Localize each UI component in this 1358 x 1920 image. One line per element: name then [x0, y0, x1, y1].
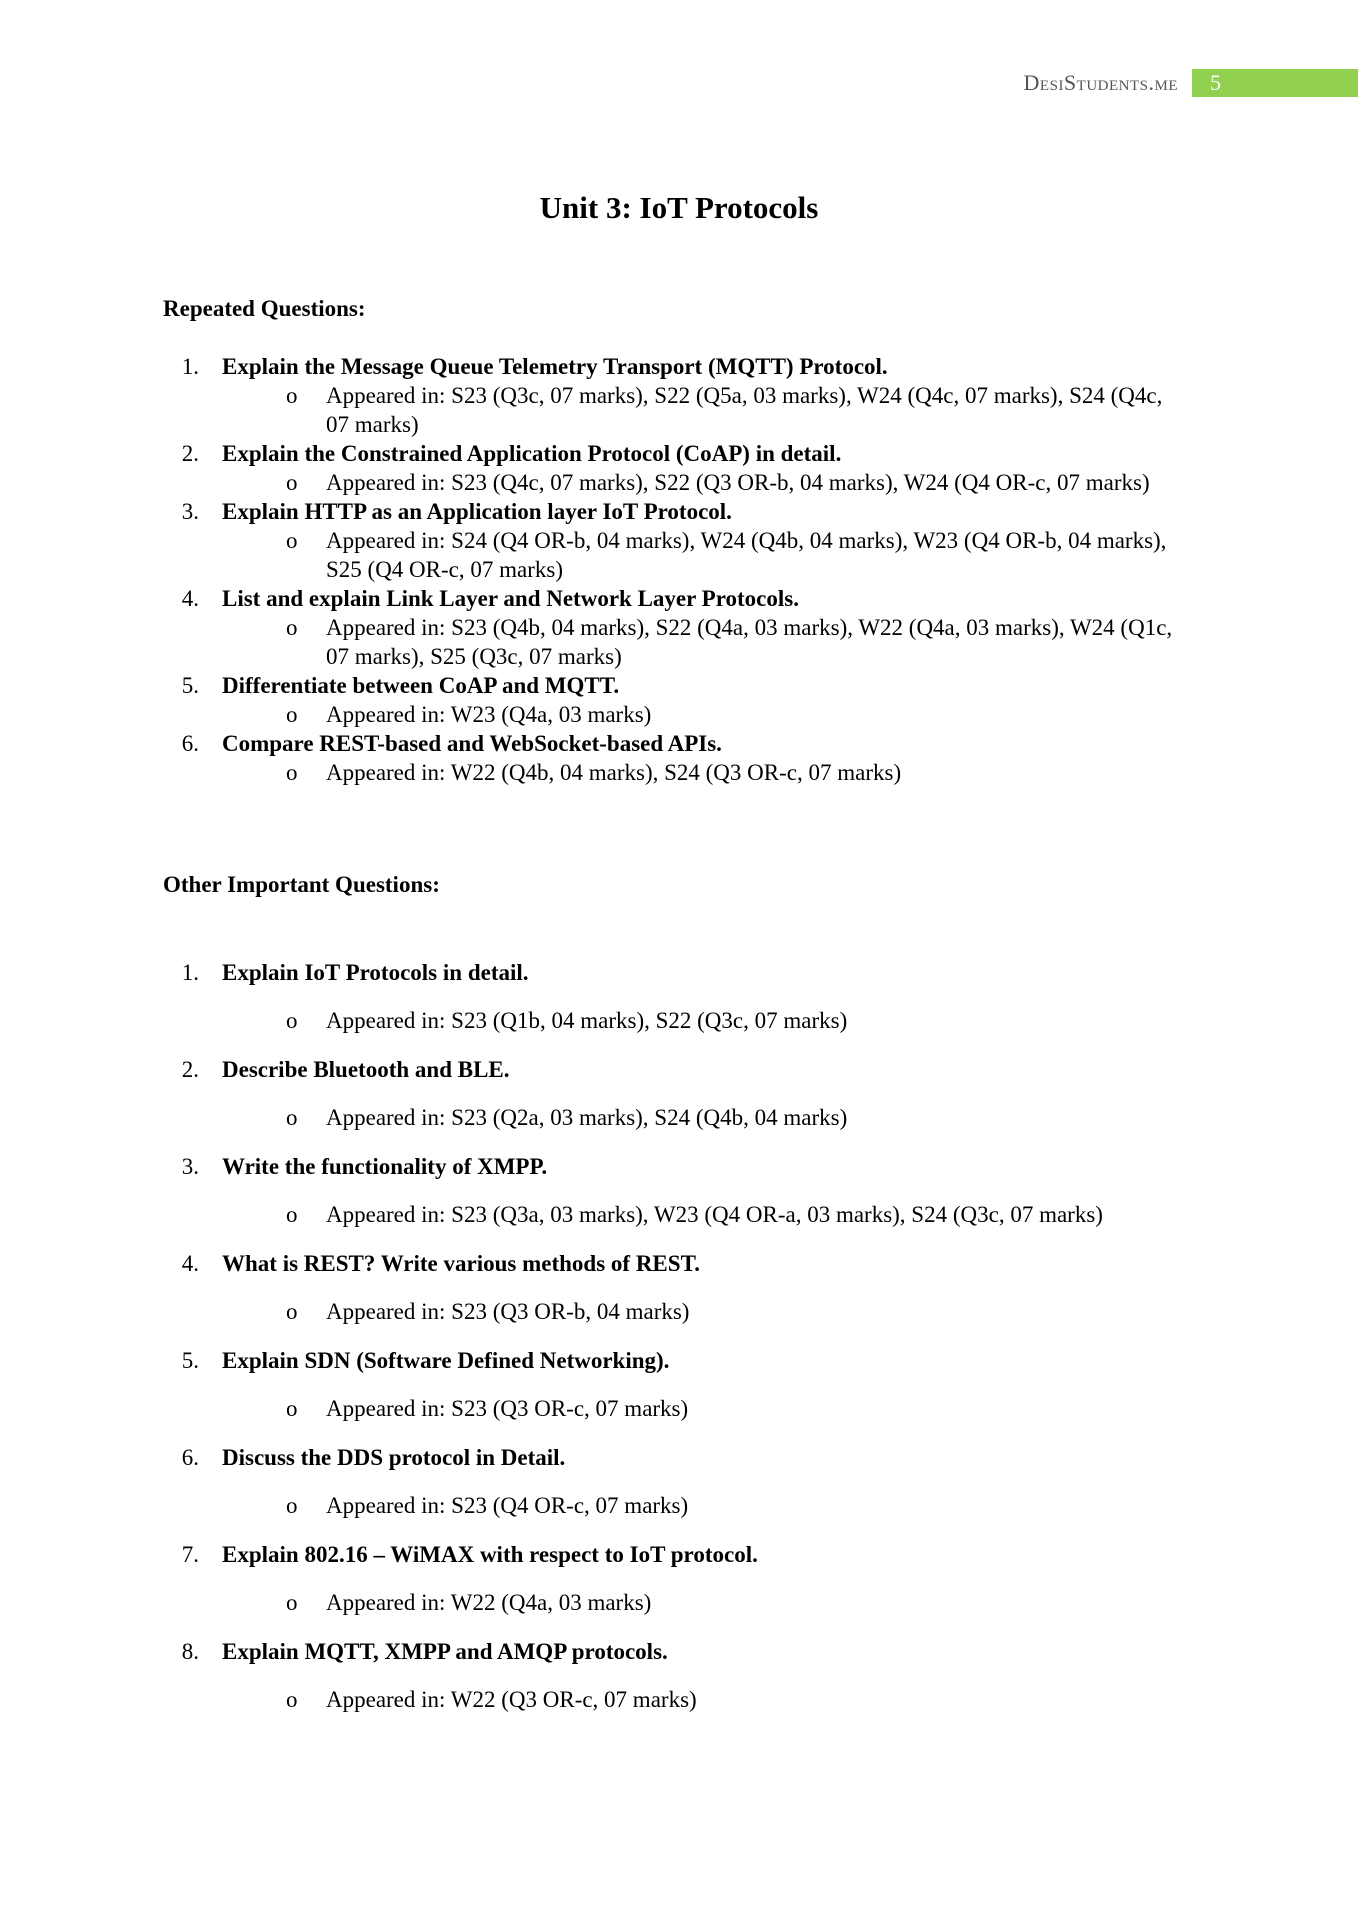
question-item — [0, 671, 1358, 729]
bullet-icon: o — [286, 702, 298, 727]
appeared-in-row — [0, 468, 1358, 497]
question-text: Explain MQTT, XMPP and AMQP protocols. — [222, 1639, 668, 1664]
question-text: Differentiate between CoAP and MQTT. — [222, 673, 620, 698]
question-row — [0, 729, 1358, 758]
question-text: Explain HTTP as an Application layer IoT Protocol. — [222, 499, 732, 524]
question-item — [0, 1055, 1358, 1132]
bullet-icon: o — [286, 1590, 298, 1615]
question-number: 5. — [181, 673, 199, 698]
page-number: 5 — [1192, 69, 1358, 97]
question-number: 8. — [181, 1639, 199, 1664]
question-number: 3. — [181, 499, 199, 524]
question-text: Discuss the DDS protocol in Detail. — [222, 1445, 566, 1470]
repeated-questions-list — [0, 352, 1358, 787]
question-row — [0, 439, 1358, 468]
question-item — [0, 1540, 1358, 1617]
appeared-in-text: Appeared in: S23 (Q4c, 07 marks), S22 (Q3 OR-b, 04 marks), W24 (Q4 OR-c, 07 marks) — [326, 470, 1150, 495]
question-row — [0, 1055, 1358, 1084]
question-row — [0, 352, 1358, 381]
bullet-icon: o — [286, 1299, 298, 1324]
question-item — [0, 497, 1358, 584]
appeared-in-row — [0, 1685, 1358, 1714]
appeared-in-text: Appeared in: W22 (Q4b, 04 marks), S24 (Q3 OR-c, 07 marks) — [326, 760, 902, 785]
question-text: Compare REST-based and WebSocket-based APIs. — [222, 731, 722, 756]
question-number: 2. — [181, 1057, 199, 1082]
appeared-in-row — [0, 1394, 1358, 1423]
question-item — [0, 352, 1358, 439]
appeared-in-text: Appeared in: S23 (Q2a, 03 marks), S24 (Q4b, 04 marks) — [326, 1105, 848, 1130]
bullet-icon: o — [286, 1493, 298, 1518]
appeared-in-row — [0, 613, 1358, 671]
question-row — [0, 584, 1358, 613]
appeared-in-row — [0, 381, 1358, 439]
question-item — [0, 1152, 1358, 1229]
appeared-in-row — [0, 1588, 1358, 1617]
appeared-in-text: Appeared in: S23 (Q4b, 04 marks), S22 (Q4a, 03 marks), W22 (Q4a, 03 marks), W24 (Q1c, 07 marks), S25 (Q3c, 07 marks) — [326, 615, 1173, 669]
site-name: DesiStudents.me — [1023, 70, 1178, 95]
appeared-in-text: Appeared in: S23 (Q3 OR-c, 07 marks) — [326, 1396, 689, 1421]
question-number: 4. — [181, 1251, 199, 1276]
question-item — [0, 584, 1358, 671]
question-number: 7. — [181, 1542, 199, 1567]
question-row — [0, 958, 1358, 987]
bullet-icon: o — [286, 383, 298, 408]
appeared-in-row — [0, 1200, 1358, 1229]
appeared-in-row — [0, 758, 1358, 787]
question-text: What is REST? Write various methods of REST. — [222, 1251, 700, 1276]
question-number: 6. — [181, 731, 199, 756]
bullet-icon: o — [286, 615, 298, 640]
question-text: Explain the Message Queue Telemetry Transport (MQTT) Protocol. — [222, 354, 888, 379]
question-number: 1. — [181, 960, 199, 985]
bullet-icon: o — [286, 1105, 298, 1130]
appeared-in-text: Appeared in: W22 (Q4a, 03 marks) — [326, 1590, 652, 1615]
appeared-in-row — [0, 526, 1358, 584]
appeared-in-text: Appeared in: W23 (Q4a, 03 marks) — [326, 702, 652, 727]
question-row — [0, 1540, 1358, 1569]
appeared-in-row — [0, 1103, 1358, 1132]
appeared-in-text: Appeared in: S23 (Q3a, 03 marks), W23 (Q4 OR-a, 03 marks), S24 (Q3c, 07 marks) — [326, 1202, 1103, 1227]
question-item — [0, 729, 1358, 787]
question-item — [0, 439, 1358, 497]
appeared-in-text: Appeared in: S24 (Q4 OR-b, 04 marks), W24 (Q4b, 04 marks), W23 (Q4 OR-b, 04 marks), S25 (Q4 OR-c, 07 marks) — [326, 528, 1167, 582]
question-item — [0, 1346, 1358, 1423]
question-text: Describe Bluetooth and BLE. — [222, 1057, 510, 1082]
question-row — [0, 1346, 1358, 1375]
appeared-in-row — [0, 1491, 1358, 1520]
question-row — [0, 1249, 1358, 1278]
appeared-in-row — [0, 1006, 1358, 1035]
question-number: 4. — [181, 586, 199, 611]
other-questions-list — [0, 958, 1358, 1734]
question-row — [0, 497, 1358, 526]
question-text: Explain SDN (Software Defined Networking). — [222, 1348, 670, 1373]
question-number: 2. — [181, 441, 199, 466]
bullet-icon: o — [286, 1396, 298, 1421]
question-item — [0, 1637, 1358, 1714]
question-text: Explain IoT Protocols in detail. — [222, 960, 529, 985]
question-number: 5. — [181, 1348, 199, 1373]
question-number: 3. — [181, 1154, 199, 1179]
question-row — [0, 1637, 1358, 1666]
question-item — [0, 958, 1358, 1035]
appeared-in-text: Appeared in: S23 (Q1b, 04 marks), S22 (Q3c, 07 marks) — [326, 1008, 848, 1033]
appeared-in-text: Appeared in: S23 (Q3 OR-b, 04 marks) — [326, 1299, 690, 1324]
question-item — [0, 1443, 1358, 1520]
appeared-in-text: Appeared in: S23 (Q4 OR-c, 07 marks) — [326, 1493, 689, 1518]
appeared-in-row — [0, 1297, 1358, 1326]
repeated-questions-heading: Repeated Questions: — [163, 296, 366, 321]
other-questions-heading: Other Important Questions: — [163, 872, 440, 897]
page-title: Unit 3: IoT Protocols — [539, 190, 819, 225]
question-number: 6. — [181, 1445, 199, 1470]
bullet-icon: o — [286, 470, 298, 495]
bullet-icon: o — [286, 1687, 298, 1712]
question-text: Explain the Constrained Application Protocol (CoAP) in detail. — [222, 441, 842, 466]
appeared-in-text: Appeared in: S23 (Q3c, 07 marks), S22 (Q5a, 03 marks), W24 (Q4c, 07 marks), S24 (Q4c, 07 marks) — [326, 383, 1163, 437]
question-number: 1. — [181, 354, 199, 379]
bullet-icon: o — [286, 1202, 298, 1227]
page-header — [1024, 69, 1358, 97]
question-text: Write the functionality of XMPP. — [222, 1154, 548, 1179]
question-text: Explain 802.16 – WiMAX with respect to IoT protocol. — [222, 1542, 758, 1567]
question-item — [0, 1249, 1358, 1326]
question-row — [0, 1152, 1358, 1181]
question-row — [0, 1443, 1358, 1472]
bullet-icon: o — [286, 760, 298, 785]
appeared-in-row — [0, 700, 1358, 729]
bullet-icon: o — [286, 1008, 298, 1033]
question-row — [0, 671, 1358, 700]
question-text: List and explain Link Layer and Network Layer Protocols. — [222, 586, 799, 611]
appeared-in-text: Appeared in: W22 (Q3 OR-c, 07 marks) — [326, 1687, 697, 1712]
bullet-icon: o — [286, 528, 298, 553]
